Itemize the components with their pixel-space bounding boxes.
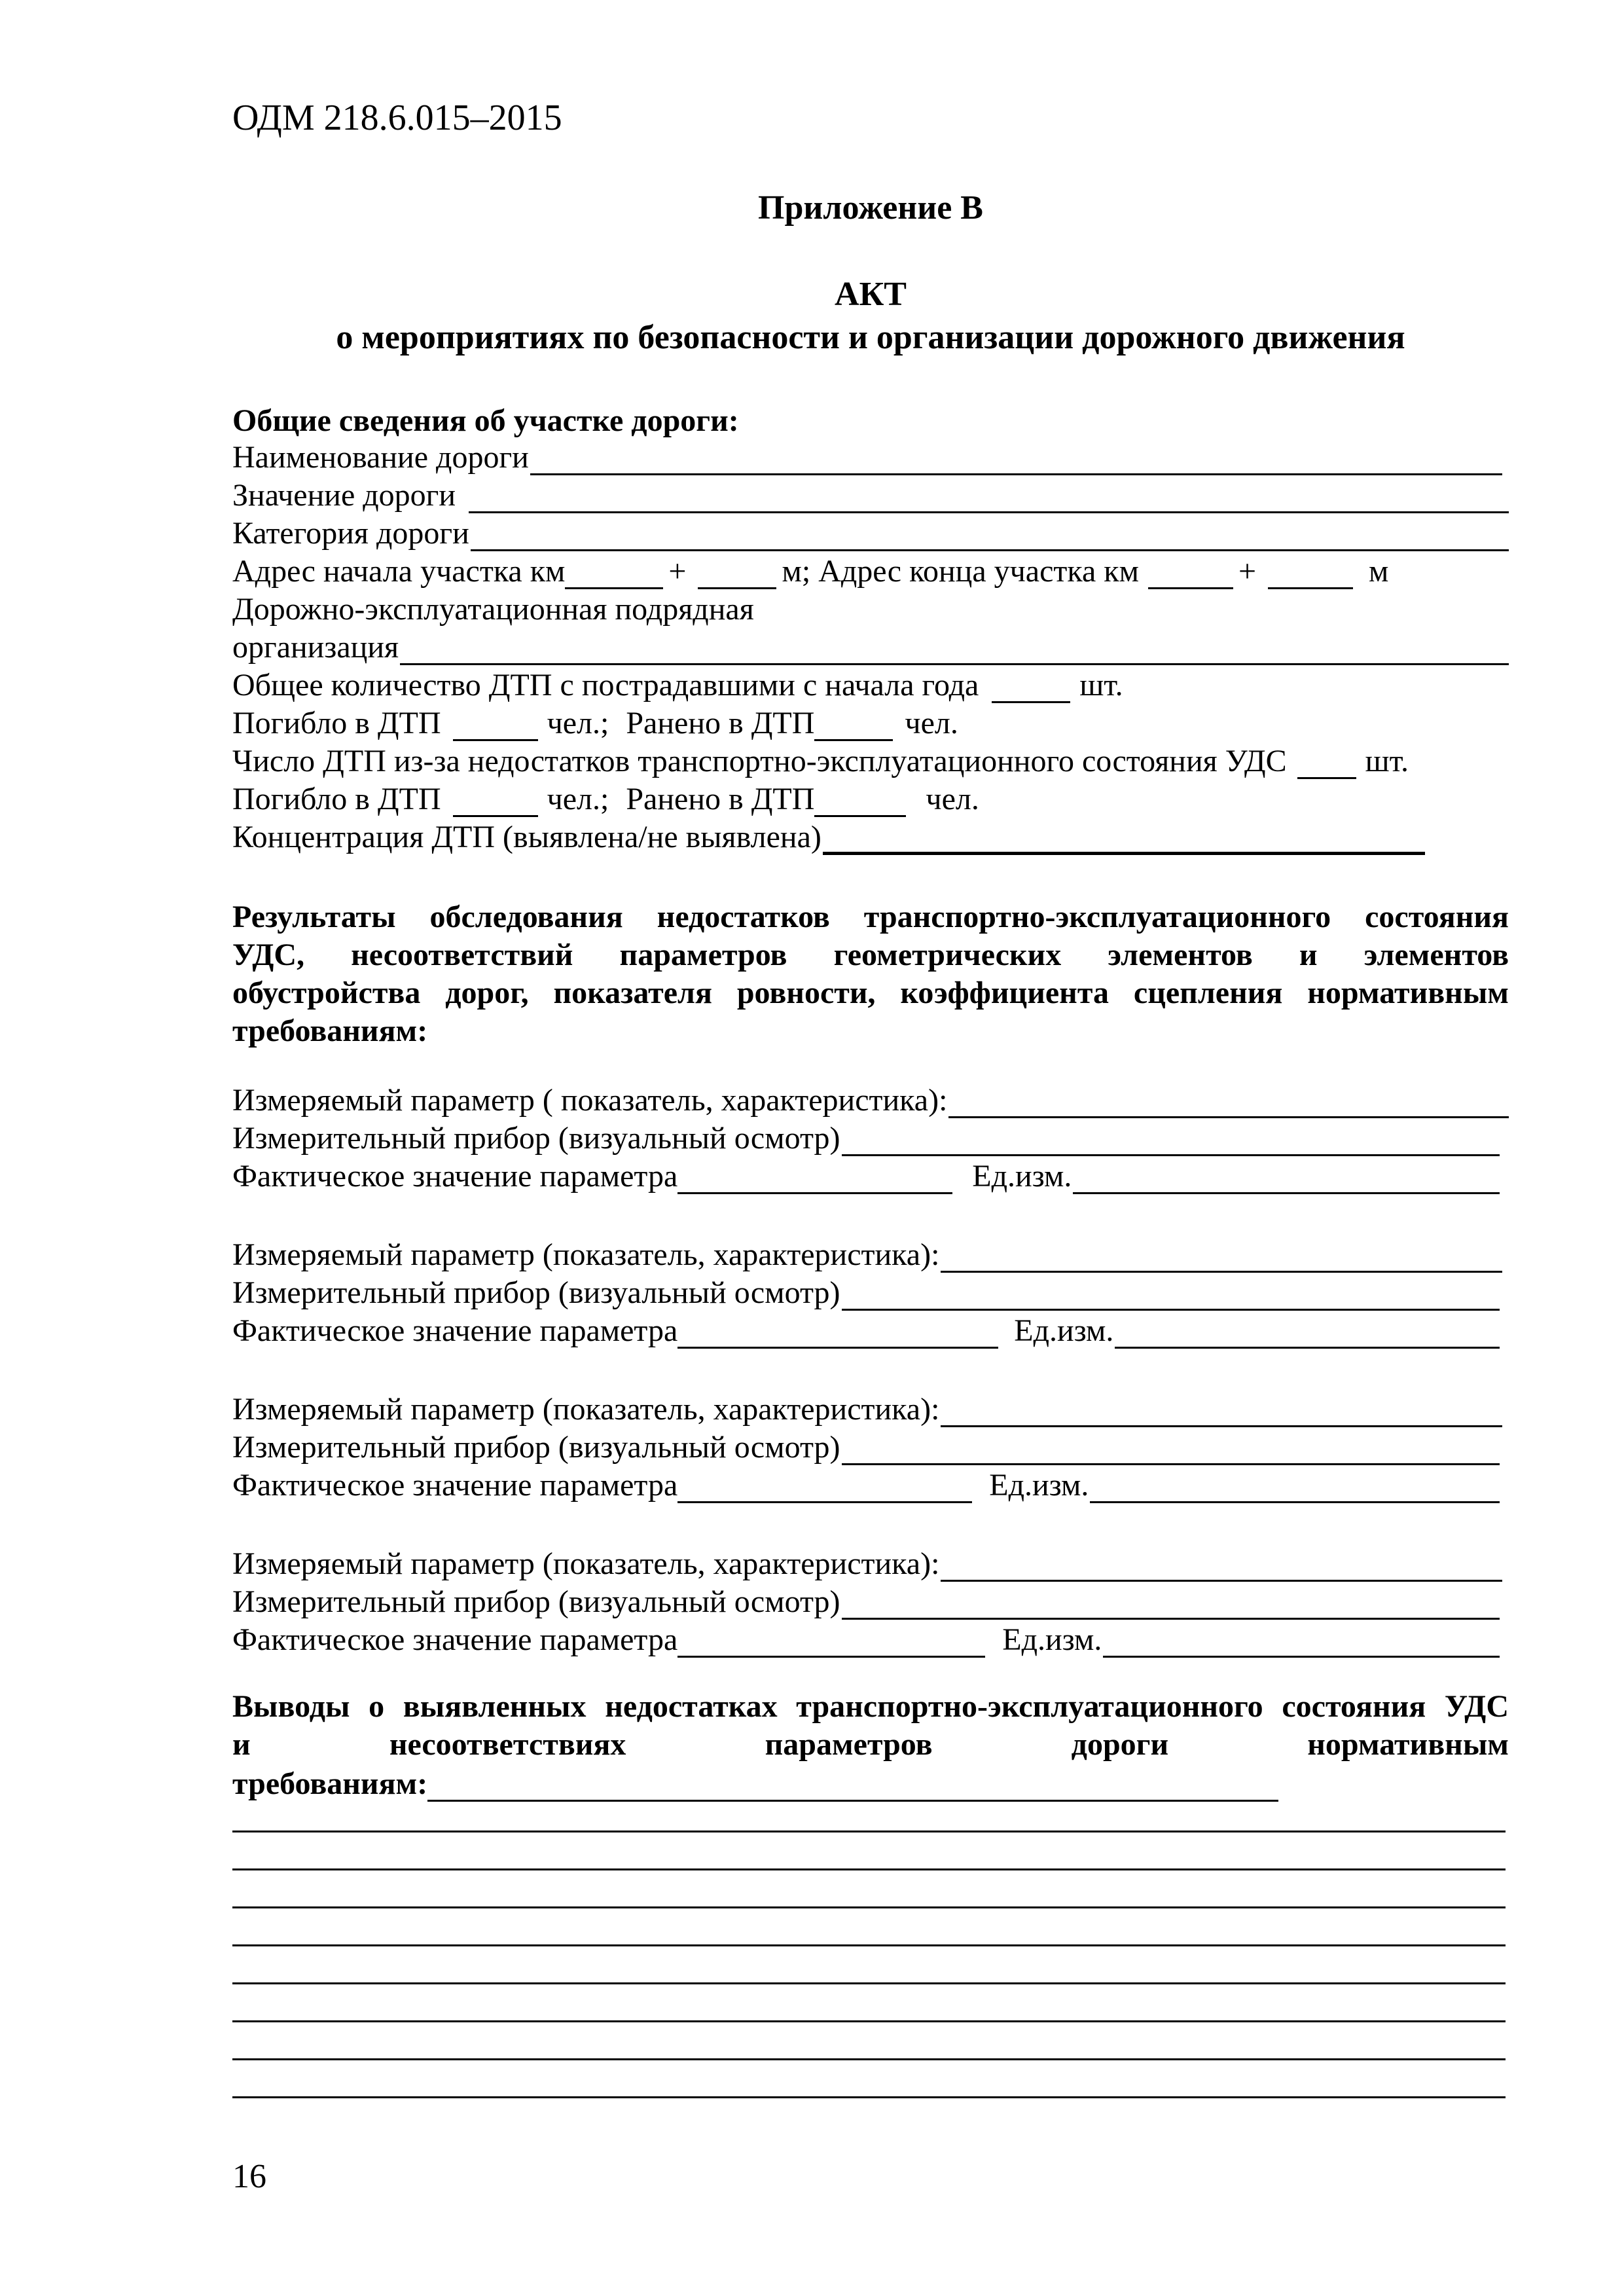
casualties-row-2: [232, 779, 1509, 817]
killed-label-1: Погибло в ДТП: [232, 706, 441, 740]
conclusions-blank-line[interactable]: [232, 1906, 1506, 1908]
injured-field-2[interactable]: [814, 789, 906, 817]
document-code: ОДМ 218.6.015–2015: [232, 98, 562, 138]
conclusions-line: требованиям:: [232, 1766, 428, 1801]
measurement-device-row: [232, 1273, 1509, 1311]
uds-accidents-field[interactable]: [1297, 751, 1356, 779]
road-name-row: [232, 437, 1509, 475]
measurement-value-field[interactable]: [677, 1630, 985, 1658]
road-value-field[interactable]: [469, 485, 1509, 513]
injured-label-1: Ранено в ДТП: [626, 706, 815, 740]
measurement-value-label: Фактическое значение параметра: [232, 1159, 678, 1194]
injured-field-1[interactable]: [814, 713, 893, 741]
measurement-param-field[interactable]: [941, 1554, 1502, 1582]
total-accidents-label: Общее количество ДТП с пострадавшими с начала года: [232, 668, 979, 702]
measurement-value-row: [232, 1311, 1509, 1349]
measurement-unit-field[interactable]: [1073, 1166, 1500, 1194]
measurement-unit-label: Ед.изм.: [1014, 1313, 1114, 1348]
org-field[interactable]: [400, 637, 1509, 665]
results-heading-line: обустройства дорог, показателя ровности, коэффициента сцепления нормативным: [232, 975, 1509, 1010]
plus-sign-1: +: [668, 554, 687, 589]
org-row-2: [232, 627, 1509, 665]
concentration-label: Концентрация ДТП (выявлена/не выявлена): [232, 820, 821, 854]
measurement-device-row: [232, 1118, 1509, 1156]
measurement-value-label: Фактическое значение параметра: [232, 1622, 678, 1657]
road-category-field[interactable]: [471, 523, 1509, 551]
results-heading-line: требованиям:: [232, 1013, 428, 1048]
org-label-2: организация: [232, 630, 399, 665]
measurement-device-field[interactable]: [842, 1437, 1500, 1465]
total-accidents-row: [232, 665, 1509, 703]
measurement-device-label: Измерительный прибор (визуальный осмотр): [232, 1275, 840, 1310]
uds-accidents-unit: шт.: [1365, 744, 1409, 778]
measurement-param-row: [232, 1389, 1509, 1427]
injured-unit-2: чел.: [926, 782, 979, 816]
measurement-param-label: Измеряемый параметр (показатель, характеристика):: [232, 1237, 940, 1272]
measurement-param-field[interactable]: [948, 1090, 1509, 1118]
uds-accidents-row: [232, 741, 1509, 779]
conclusions-blank-line[interactable]: [232, 1831, 1506, 1832]
conclusions-last-row: [232, 1764, 1509, 1802]
total-accidents-field[interactable]: [992, 675, 1070, 703]
measurement-param-field[interactable]: [941, 1245, 1502, 1273]
road-value-label: Значение дороги: [232, 478, 456, 513]
results-heading: [232, 898, 1509, 1050]
killed-field-1[interactable]: [453, 713, 538, 741]
conclusions-blank-line[interactable]: [232, 2020, 1506, 2022]
measurement-unit-field[interactable]: [1115, 1321, 1500, 1349]
conclusions-blank-line[interactable]: [232, 1982, 1506, 1984]
plus-sign-2: +: [1238, 554, 1257, 589]
conclusions-field[interactable]: [427, 1774, 1278, 1802]
measurement-value-field[interactable]: [677, 1321, 998, 1349]
measurement-device-field[interactable]: [842, 1283, 1500, 1311]
conclusions-blank-line[interactable]: [232, 2058, 1506, 2060]
results-heading-line: Результаты обследования недостатков транспортно-эксплуатационного состояния: [232, 900, 1509, 934]
measurement-param-row: [232, 1080, 1509, 1118]
measurement-value-field[interactable]: [677, 1475, 972, 1503]
end-address-label: м; Адрес конца участка км: [782, 554, 1139, 589]
meter-unit-label: м: [1369, 554, 1389, 589]
end-km-field[interactable]: [1148, 561, 1233, 589]
start-m-field[interactable]: [698, 561, 776, 589]
injured-label-2: Ранено в ДТП: [626, 782, 815, 816]
injured-unit-1: чел.: [905, 706, 958, 740]
measurement-value-field[interactable]: [677, 1166, 952, 1194]
conclusions-blank-line[interactable]: [232, 1944, 1506, 1946]
killed-label-2: Погибло в ДТП: [232, 782, 441, 816]
road-name-label: Наименование дороги: [232, 440, 529, 475]
road-category-label: Категория дороги: [232, 516, 469, 551]
measurement-device-field[interactable]: [842, 1128, 1500, 1156]
road-name-field[interactable]: [530, 447, 1502, 475]
concentration-field[interactable]: [823, 826, 1425, 855]
section-address-row: [232, 551, 1509, 589]
measurement-device-label: Измерительный прибор (визуальный осмотр): [232, 1430, 840, 1465]
general-heading: [232, 401, 1509, 439]
page-number: 16: [232, 2158, 266, 2195]
road-category-row: [232, 513, 1509, 551]
conclusions-blank-line[interactable]: [232, 1868, 1506, 1870]
org-row-1: [232, 589, 1509, 627]
measurement-value-label: Фактическое значение параметра: [232, 1468, 678, 1503]
appendix-title: Приложение В: [758, 189, 983, 227]
concentration-row: [232, 817, 1509, 855]
total-accidents-unit: шт.: [1079, 668, 1123, 702]
killed-field-2[interactable]: [453, 789, 538, 817]
measurement-param-row: [232, 1235, 1509, 1273]
uds-accidents-label: Число ДТП из-за недостатков транспортно-эксплуатационного состояния УДС: [232, 744, 1287, 778]
measurement-device-row: [232, 1582, 1509, 1620]
measurement-device-row: [232, 1427, 1509, 1465]
measurement-device-field[interactable]: [842, 1592, 1500, 1620]
conclusions-line: Выводы о выявленных недостатках транспортно-эксплуатационного состояния УДС: [232, 1689, 1509, 1724]
measurement-device-label: Измерительный прибор (визуальный осмотр): [232, 1121, 840, 1156]
act-subtitle: о мероприятиях по безопасности и организации дорожного движения: [336, 319, 1405, 356]
start-km-field[interactable]: [565, 561, 663, 589]
measurement-value-row: [232, 1156, 1509, 1194]
measurement-unit-label: Ед.изм.: [1002, 1622, 1102, 1657]
general-heading-text: Общие сведения об участке дороги:: [232, 403, 739, 438]
casualties-row-1: [232, 703, 1509, 741]
start-address-label: Адрес начала участка км: [232, 554, 566, 589]
measurement-device-label: Измерительный прибор (визуальный осмотр): [232, 1584, 840, 1619]
measurement-value-row: [232, 1465, 1509, 1503]
measurement-param-label: Измеряемый параметр ( показатель, характеристика):: [232, 1083, 948, 1118]
measurement-param-label: Измеряемый параметр (показатель, характеристика):: [232, 1546, 940, 1581]
killed-unit-1: чел.;: [547, 706, 609, 740]
measurement-value-row: [232, 1620, 1509, 1658]
measurement-unit-label: Ед.изм.: [972, 1159, 1072, 1194]
conclusions-blank-line[interactable]: [232, 2096, 1506, 2098]
killed-unit-2: чел.;: [547, 782, 609, 816]
measurement-unit-field[interactable]: [1090, 1475, 1500, 1503]
act-title: АКТ: [835, 276, 907, 313]
measurement-unit-field[interactable]: [1103, 1630, 1500, 1658]
conclusions-line: и несоответствиях параметров дороги нормативным: [232, 1727, 1509, 1762]
measurement-unit-label: Ед.изм.: [989, 1468, 1089, 1503]
measurement-param-row: [232, 1544, 1509, 1582]
end-m-field[interactable]: [1268, 561, 1353, 589]
results-heading-line: УДС, несоответствий параметров геометрических элементов и элементов: [232, 938, 1509, 972]
measurement-param-field[interactable]: [941, 1399, 1502, 1427]
conclusions-heading: [232, 1688, 1509, 1764]
road-value-row: [232, 475, 1509, 513]
org-label-1: Дорожно-эксплуатационная подрядная: [232, 592, 754, 627]
measurement-value-label: Фактическое значение параметра: [232, 1313, 678, 1348]
measurement-param-label: Измеряемый параметр (показатель, характеристика):: [232, 1392, 940, 1427]
